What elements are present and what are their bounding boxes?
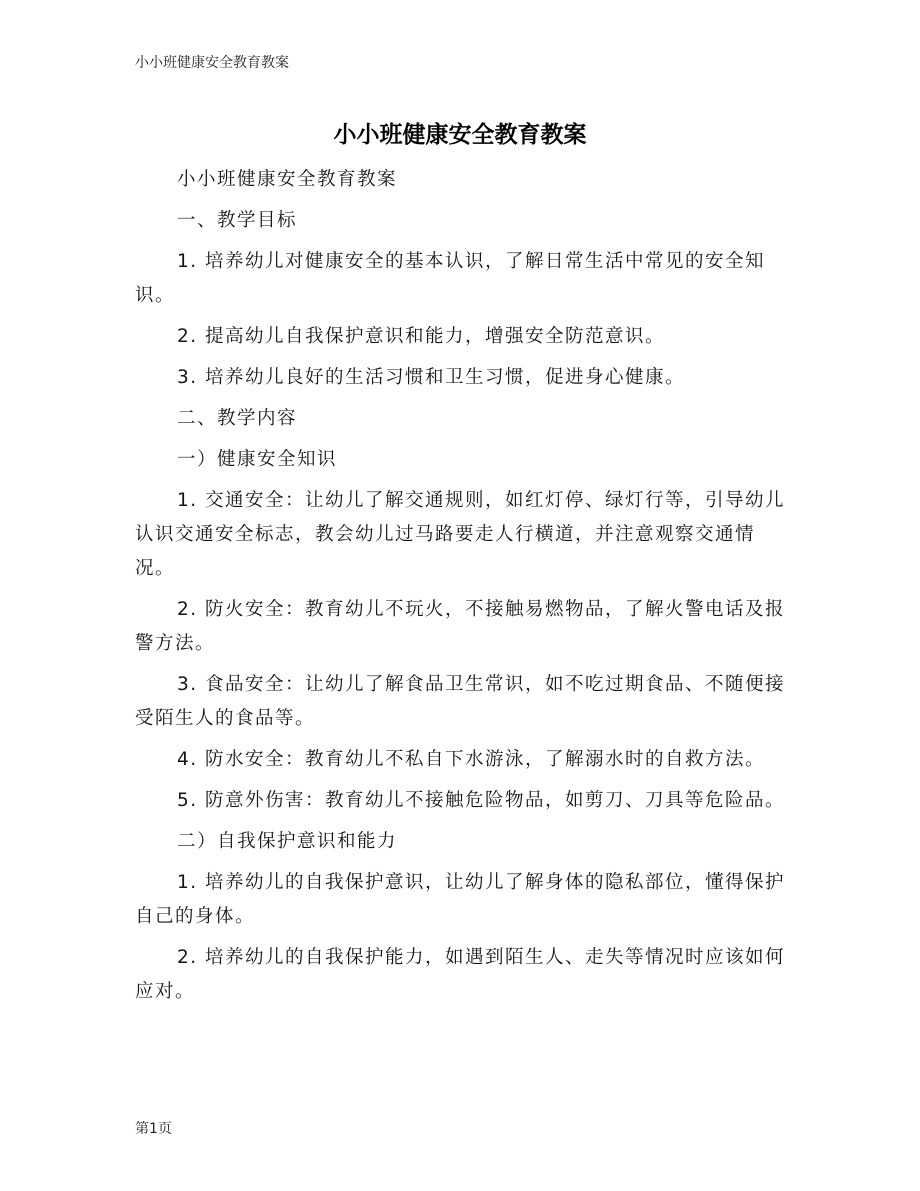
running-header: 小小班健康安全教育教案 xyxy=(135,55,289,71)
paragraph: 3. 培养幼儿良好的生活习惯和卫生习惯，促进身心健康。 xyxy=(177,367,686,388)
paragraph: 3. 食品安全：让幼儿了解食品卫生常识，如不吃过期食品、不随便接受陌生人的食品等。 xyxy=(135,674,786,729)
subsection-heading: 一）健康安全知识 xyxy=(177,449,338,470)
paragraph: 5. 防意外伤害：教育幼儿不接触危险物品，如剪刀、刀具等危险品。 xyxy=(177,790,786,811)
document-body xyxy=(135,160,787,1013)
paragraph: 小小班健康安全教育教案 xyxy=(177,169,398,190)
subsection-heading: 二）自我保护意识和能力 xyxy=(177,831,398,852)
section-heading: 二、教学内容 xyxy=(177,408,298,429)
page-number: 第1页 xyxy=(135,1121,172,1137)
document-title: 小小班健康安全教育教案 xyxy=(333,122,587,148)
paragraph: 1. 培养幼儿对健康安全的基本认识，了解日常生活中常见的安全知识。 xyxy=(135,251,766,306)
paragraph: 1. 交通安全：让幼儿了解交通规则，如红灯停、绿灯行等，引导幼儿认识交通安全标志，教会幼儿过马路要走人行横道，并注意观察交通情况。 xyxy=(135,490,786,579)
paragraph: 2. 提高幼儿自我保护意识和能力，增强安全防范意识。 xyxy=(177,326,666,347)
paragraph: 4. 防水安全：教育幼儿不私自下水游泳，了解溺水时的自救方法。 xyxy=(177,749,766,770)
section-heading: 一、教学目标 xyxy=(177,210,298,231)
paragraph: 1. 培养幼儿的自我保护意识，让幼儿了解身体的隐私部位，懂得保护自己的身体。 xyxy=(135,872,786,927)
paragraph: 2. 防火安全：教育幼儿不玩火，不接触易燃物品，了解火警电话及报警方法。 xyxy=(135,599,786,654)
paragraph: 2. 培养幼儿的自我保护能力，如遇到陌生人、走失等情况时应该如何应对。 xyxy=(135,947,786,1002)
